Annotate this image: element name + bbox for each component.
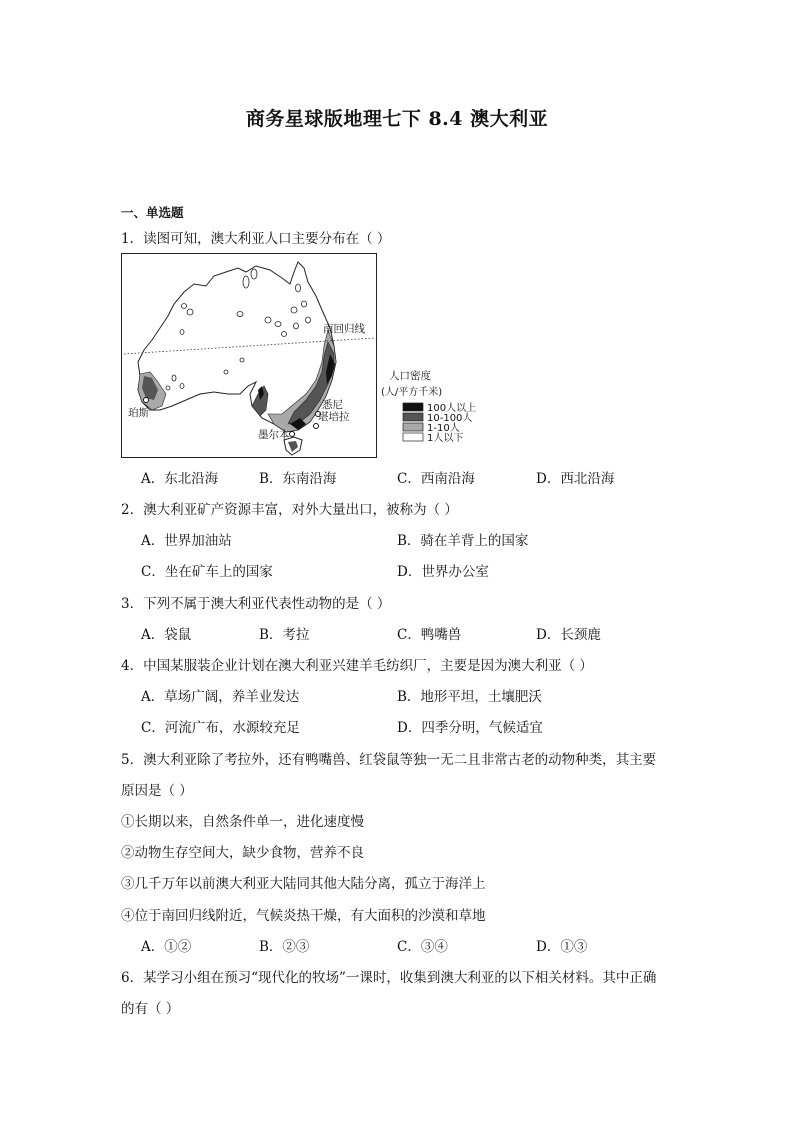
q1-option-d: D．西北沿海 (536, 471, 615, 487)
question-6-stem-line-1: 6．某学习小组在预习“现代化的牧场”一课时，收集到澳大利亚的以下相关材料。其中正确 (121, 970, 657, 986)
q4-option-c: C．河流广布，水源较充足 (141, 720, 300, 736)
city-label-sydney: 悉尼 (322, 399, 343, 411)
q5-statement-2: ②动物生存空间大，缺少食物，营养不良 (121, 845, 364, 861)
legend (381, 383, 476, 444)
q3-option-a: A．袋鼠 (141, 627, 192, 643)
perth-marker (144, 398, 149, 403)
page-title: 商务星球版地理七下 8.4 澳大利亚 (245, 108, 549, 130)
q2-option-a: A．世界加油站 (141, 533, 232, 549)
legend-title: 人口密度 (389, 370, 431, 382)
legend-unit: (人/平方千米) (381, 387, 443, 398)
australia-population-map (121, 253, 477, 458)
q2-option-b: B．骑在羊背上的国家 (397, 533, 529, 549)
legend-swatch-3 (403, 423, 423, 431)
canberra-marker (314, 424, 319, 429)
q1-option-c: C．西南沿海 (397, 471, 475, 487)
legend-label-4: 1人以下 (427, 433, 464, 444)
question-3-stem: 3．下列不属于澳大利亚代表性动物的是（ ） (121, 596, 391, 612)
q1-option-a: A．东北沿海 (141, 471, 219, 487)
q3-option-b: B．考拉 (259, 627, 310, 643)
question-1-stem: 1．读图可知，澳大利亚人口主要分布在（ ） (121, 231, 391, 247)
q3-option-c: C．鸭嘴兽 (397, 627, 462, 643)
melbourne-marker (290, 432, 295, 437)
q4-option-a: A．草场广阔，养羊业发达 (141, 689, 300, 705)
question-6-stem-line-2: 的有（ ） (121, 1001, 180, 1017)
q2-option-c: C．坐在矿车上的国家 (141, 564, 273, 580)
q5-statement-1: ①长期以来，自然条件单一，进化速度慢 (121, 814, 364, 830)
legend-swatch-2 (403, 413, 423, 421)
question-5-stem-line-1: 5．澳大利亚除了考拉外，还有鸭嘴兽、红袋鼠等独一无二且非常古老的动物种类，其主要 (121, 752, 657, 768)
q5-option-b: B．②③ (259, 939, 310, 955)
q4-option-b: B．地形平坦，土壤肥沃 (397, 689, 542, 705)
city-label-melbourne: 墨尔本 (258, 429, 290, 441)
q5-option-d: D．①③ (536, 939, 588, 955)
q5-option-a: A．①② (141, 939, 192, 955)
q3-option-d: D．长颈鹿 (536, 627, 601, 643)
city-label-perth: 珀斯 (128, 407, 149, 419)
q5-statement-4: ④位于南回归线附近，气候炎热干燥，有大面积的沙漠和草地 (121, 908, 486, 924)
legend-swatch-1 (403, 403, 423, 411)
city-label-canberra: 堪培拉 (318, 411, 350, 423)
q5-option-c: C．③④ (397, 939, 448, 955)
q5-statement-3: ③几千万年以前澳大利亚大陆同其他大陆分离，孤立于海洋上 (121, 876, 486, 892)
legend-label-1: 100人以上 (427, 403, 477, 414)
q2-option-d: D．世界办公室 (397, 564, 489, 580)
legend-label-3: 1-10人 (427, 423, 460, 434)
legend-label-2: 10-100人 (427, 413, 473, 424)
q1-option-b: B．东南沿海 (259, 471, 337, 487)
legend-swatch-4 (403, 433, 423, 441)
question-4-stem: 4．中国某服装企业计划在澳大利亚兴建羊毛纺织厂，主要是因为澳大利亚（ ） (121, 658, 593, 674)
tropic-label: 南回归线 (323, 323, 365, 335)
q4-option-d: D．四季分明，气候适宜 (397, 720, 543, 736)
question-2-stem: 2．澳大利亚矿产资源丰富，对外大量出口，被称为（ ） (121, 502, 458, 518)
question-5-stem-line-2: 原因是（ ） (121, 783, 193, 799)
section-heading: 一、单选题 (121, 205, 184, 220)
